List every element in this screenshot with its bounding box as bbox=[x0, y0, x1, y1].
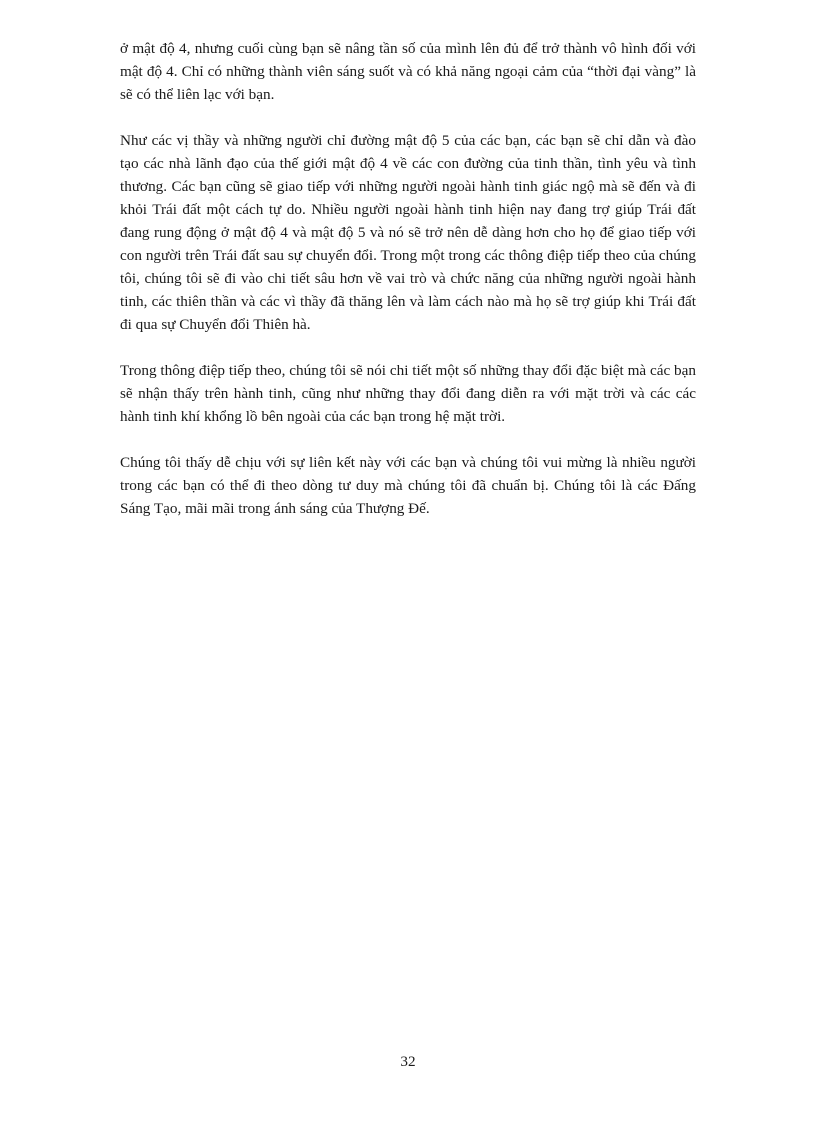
paragraph-4: Chúng tôi thấy dễ chịu với sự liên kết này với các bạn và chúng tôi vui mừng là nhiều người trong các bạn có thể đi theo dòng tư duy mà chúng tôi đã chuẩn bị. Chúng tôi là các Đấng Sáng Tạo, mãi mãi trong ánh sáng của Thượng Đế. bbox=[120, 454, 696, 517]
paragraph-2: Như các vị thầy và những người chỉ đường mật độ 5 của các bạn, các bạn sẽ chỉ dẫn và đào tạo các nhà lãnh đạo của thế giới mật độ 4 về các con đường của tinh thần, tình yêu và tình thương. Các bạn cũng sẽ giao tiếp với những người ngoài hành tinh giác ngộ mà sẽ đến và đi khỏi Trái đất một cách tự do. Nhiều người ngoài hành tinh hiện nay đang trợ giúp Trái đất đang rung động ở mật độ 4 và mật độ 5 và nó sẽ trở nên dễ dàng hơn cho họ để giao tiếp với con người trên Trái đất sau sự chuyển đổi. Trong một trong các thông điệp tiếp theo của chúng tôi, chúng tôi sẽ đi vào chi tiết sâu hơn về vai trò và chức năng của những người ngoài hành tinh, các thiên thần và các vì thầy đã thăng lên và làm cách nào mà họ sẽ trợ giúp khi Trái đất đi qua sự Chuyển đổi Thiên hà. bbox=[120, 132, 696, 333]
body-text bbox=[120, 37, 696, 543]
page-number: 32 bbox=[400, 1053, 416, 1070]
paragraph-1: ở mật độ 4, nhưng cuối cùng bạn sẽ nâng tần số của mình lên đủ để trở thành vô hình đối với mật độ 4. Chỉ có những thành viên sáng suốt và có khả năng ngoại cảm của “thời đại vàng” là sẽ có thể liên lạc với bạn. bbox=[120, 40, 696, 103]
paragraph-3: Trong thông điệp tiếp theo, chúng tôi sẽ nói chi tiết một số những thay đổi đặc biệt mà các bạn sẽ nhận thấy trên hành tinh, cũng như những thay đổi đang diễn ra với mặt trời và các các hành tinh khí khổng lồ bên ngoài của các bạn trong hệ mặt trời. bbox=[120, 362, 696, 425]
